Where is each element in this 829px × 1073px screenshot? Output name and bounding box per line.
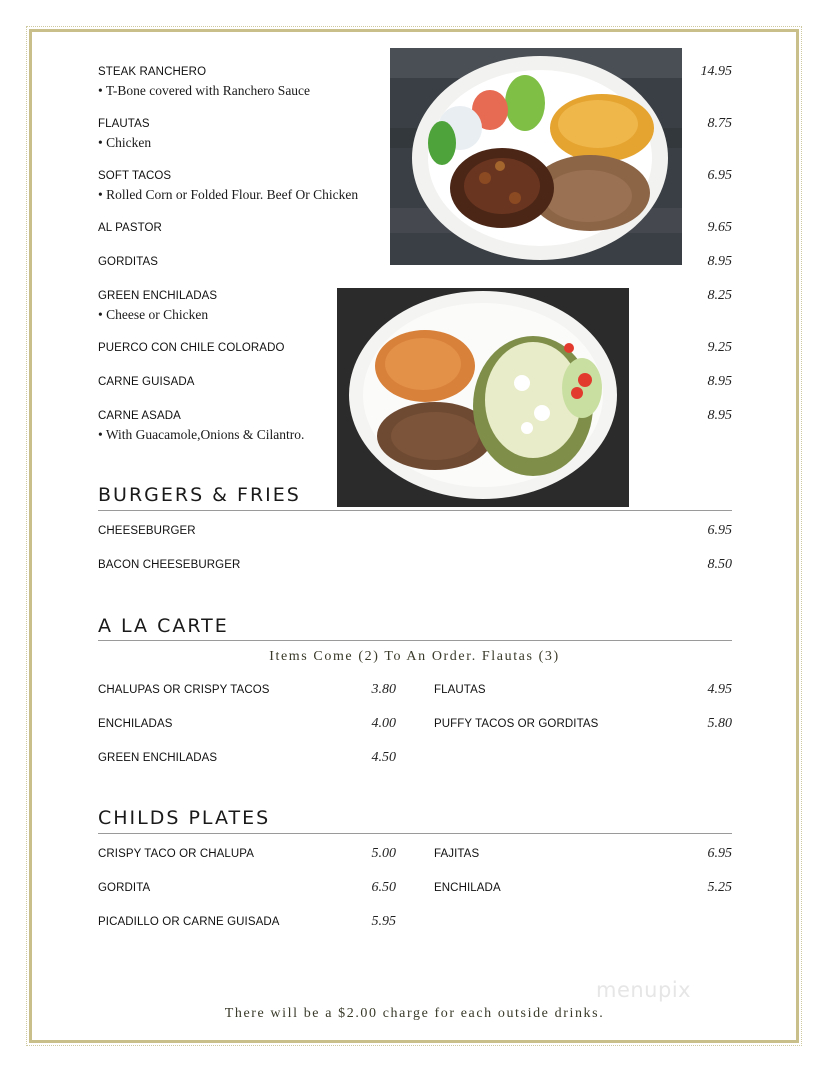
menu-item-price: 9.25: [707, 340, 732, 355]
menu-item-price: 8.95: [707, 254, 732, 269]
menu-item-price: 8.75: [707, 116, 732, 131]
menu-item-name: BACON CHEESEBURGER: [98, 559, 241, 571]
menu-item-name: FLAUTAS: [434, 684, 486, 696]
menu-item-name: PICADILLO OR CARNE GUISADA: [98, 916, 280, 928]
menu-item-name: FLAUTAS: [98, 118, 150, 130]
food-photo-plate-1: [390, 48, 682, 265]
footer-note: There will be a $2.00 charge for each outside drinks.: [224, 1006, 605, 1021]
menu-item-price: 4.95: [707, 682, 732, 697]
menu-item-price: 5.80: [707, 716, 732, 731]
menu-item-price: 6.95: [707, 523, 732, 538]
menu-item-price: 4.50: [371, 750, 396, 765]
menu-item-name: GREEN ENCHILADAS: [98, 752, 218, 764]
menu-item-price: 8.95: [707, 408, 732, 423]
section-heading-burgers: BURGERS & FRIES: [98, 484, 301, 506]
menu-item-price: 8.95: [707, 374, 732, 389]
section-heading-a-la-carte: A LA CARTE: [98, 615, 229, 637]
menu-item-price: 3.80: [371, 682, 396, 697]
menu-item-price: 5.00: [371, 846, 396, 861]
section-heading-childs-plates: CHILDS PLATES: [98, 807, 271, 829]
menu-item-price: 6.95: [707, 846, 732, 861]
section-note: Items Come (2) To An Order. Flautas (3): [269, 649, 560, 664]
menu-item-desc: • With Guacamole,Onions & Cilantro.: [98, 427, 305, 442]
menu-item-name: CHEESEBURGER: [98, 525, 196, 537]
menu-item-name: CRISPY TACO OR CHALUPA: [98, 848, 254, 860]
menu-item-price: 14.95: [700, 64, 732, 79]
menu-item-name: GORDITAS: [98, 256, 159, 268]
menu-item-desc: • Rolled Corn or Folded Flour. Beef Or Chicken: [98, 187, 359, 202]
food-photo-plate-2: [337, 288, 629, 507]
menu-item-price: 8.50: [707, 557, 732, 572]
menu-item-price: 4.00: [371, 716, 396, 731]
section-divider: [98, 833, 732, 834]
menu-item-name: FAJITAS: [434, 848, 480, 860]
menu-item-name: GREEN ENCHILADAS: [98, 290, 218, 302]
menu-item-price: 6.50: [371, 880, 396, 895]
menu-item-name: ENCHILADAS: [98, 718, 173, 730]
menu-item-price: 9.65: [707, 220, 732, 235]
section-divider: [98, 510, 732, 511]
menu-item-name: SOFT TACOS: [98, 170, 172, 182]
menu-item-price: 6.95: [707, 168, 732, 183]
menu-item-name: AL PASTOR: [98, 222, 162, 234]
menu-item-name: GORDITA: [98, 882, 151, 894]
watermark-logo: menupix: [596, 978, 692, 1002]
menu-item-price: 5.95: [371, 914, 396, 929]
menu-item-name: CARNE ASADA: [98, 410, 181, 422]
menu-item-desc: • T-Bone covered with Ranchero Sauce: [98, 83, 311, 98]
menu-item-name: CARNE GUISADA: [98, 376, 195, 388]
menu-item-name: PUERCO CON CHILE COLORADO: [98, 342, 285, 354]
menu-item-name: CHALUPAS OR CRISPY TACOS: [98, 684, 270, 696]
section-divider: [98, 640, 732, 641]
menu-item-price: 8.25: [707, 288, 732, 303]
menu-item-desc: • Chicken: [98, 135, 152, 150]
menu-item-name: PUFFY TACOS OR GORDITAS: [434, 718, 599, 730]
menu-item-name: STEAK RANCHERO: [98, 66, 207, 78]
menu-item-name: ENCHILADA: [434, 882, 501, 894]
menu-item-price: 5.25: [707, 880, 732, 895]
menu-item-desc: • Cheese or Chicken: [98, 307, 209, 322]
